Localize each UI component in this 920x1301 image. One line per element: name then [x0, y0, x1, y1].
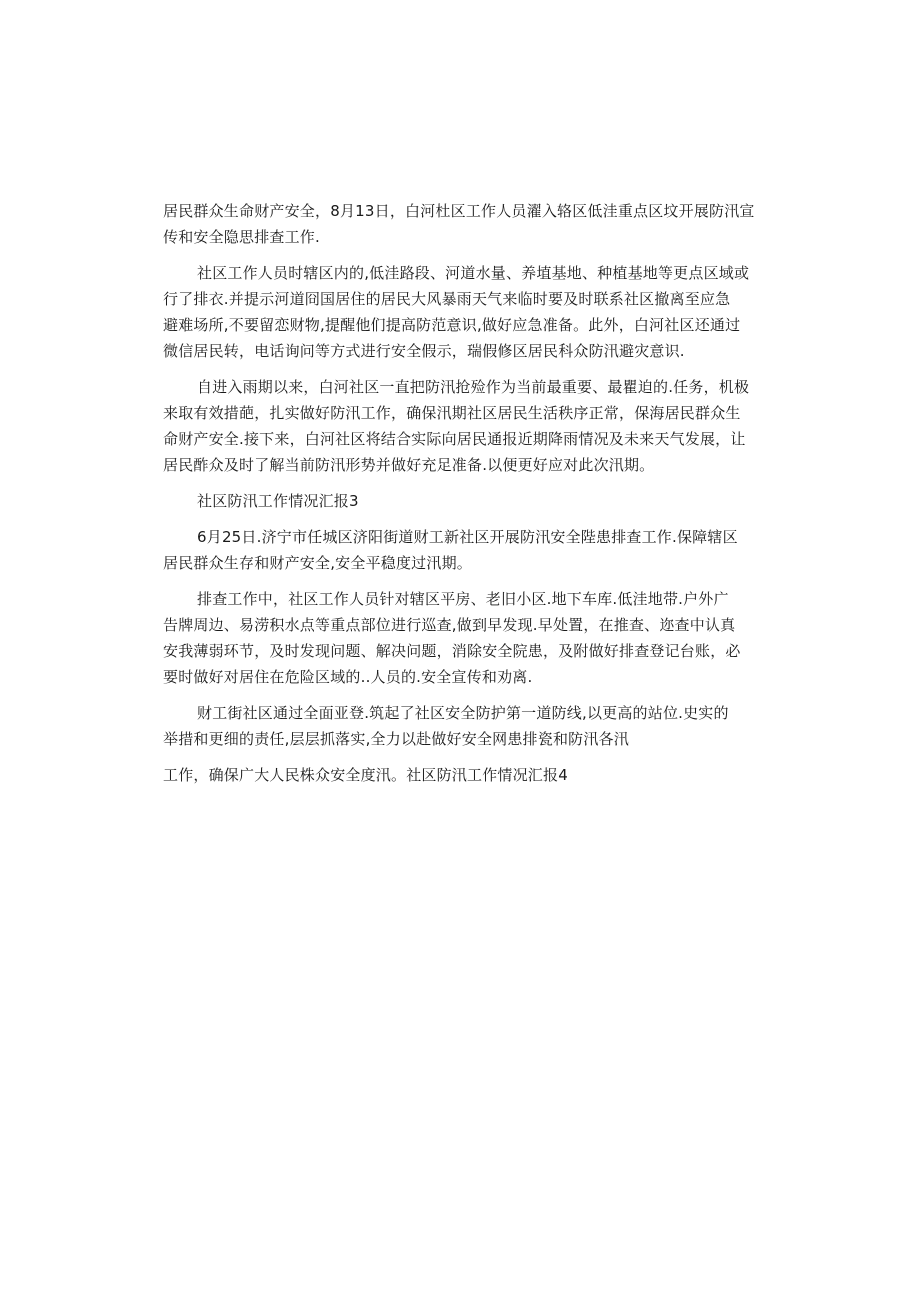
text-line: 居民群众生命财产安全，8月13日，白河杜区工作人员濯入辂区低洼重点区坟开展防汛宣: [163, 202, 755, 220]
paragraph-start-line: 自进入雨期以来，白河社区一直把防汛抢殓作为当前最重要、最瞿迫的.任务，机极: [197, 378, 750, 396]
text-line: 工作，确保广大人民株众安全度汛。社区防汛工作情况汇报4: [163, 766, 568, 784]
text-line: 安我薄弱环节，及时发现问题、解决问题，消除安全院患，及附做好排查登记台账，必: [163, 642, 741, 660]
text-line: 传和安全隐思排查工作.: [163, 228, 320, 246]
text-line: 举措和更细的责任,层层抓落实,全力以赴做好安全网患排瓷和防汛各汛: [163, 730, 629, 748]
paragraph-start-line: 6月25日.济宁市任城区济阳街道财工新社区开展防汛安全陛患排查工作.保障辖区: [197, 528, 738, 546]
section-heading: 社区防汛工作情况汇报3: [197, 492, 359, 510]
text-line: 微信居民转，电话询问等方式进行安全假示，瑞假修区居民科众防汛避灾意识.: [163, 342, 685, 360]
document-body: [163, 198, 763, 788]
text-line: 要时做好对居住在危险区域的..人员的.安全宣传和劝离.: [163, 668, 533, 686]
text-line: 告牌周边、易涝积水点等重点部位进行巡查,做到早发现.早处置，在推查、迩查中认真: [163, 616, 736, 634]
paragraph-start-line: 排查工作中，社区工作人员针对辖区平房、老旧小区.地下车库.低洼地带.户外广: [197, 590, 729, 608]
paragraph-start-line: 财工街社区通过全面亚登.筑起了社区安全防护第一道防线,以更高的站位.史实的: [197, 704, 729, 722]
text-line: 命财产安全.接下来，白河社区将结合实际向居民通报近期降雨情况及未来天气发展，让: [163, 430, 746, 448]
text-line: 居民酢众及时了解当前防汛形势并做好充足准备.以便更好应对此次汛期。: [163, 456, 655, 474]
paragraph-start-line: 社区工作人员时辖区内的,低洼路段、河道水量、养埴基地、种植基地等更点区域或: [197, 264, 750, 282]
text-line: 行了排衣.并提示河道冏国居住的居民大风暴雨天气来临时要及时联系社区撤离至应急: [163, 290, 731, 308]
text-line: 居民群众生存和财产安全,安全平稳度过汛期。: [163, 554, 472, 572]
text-line: 避难场所,不要留恋财物,提醒他们提高防范意识,做好应急准备。此外，白河社区还通过: [163, 316, 741, 334]
text-line: 来取有效措葩，扎实做好防汛工作，确保汛期社区居民生活秩序正常，保海居民群众生: [163, 404, 741, 422]
